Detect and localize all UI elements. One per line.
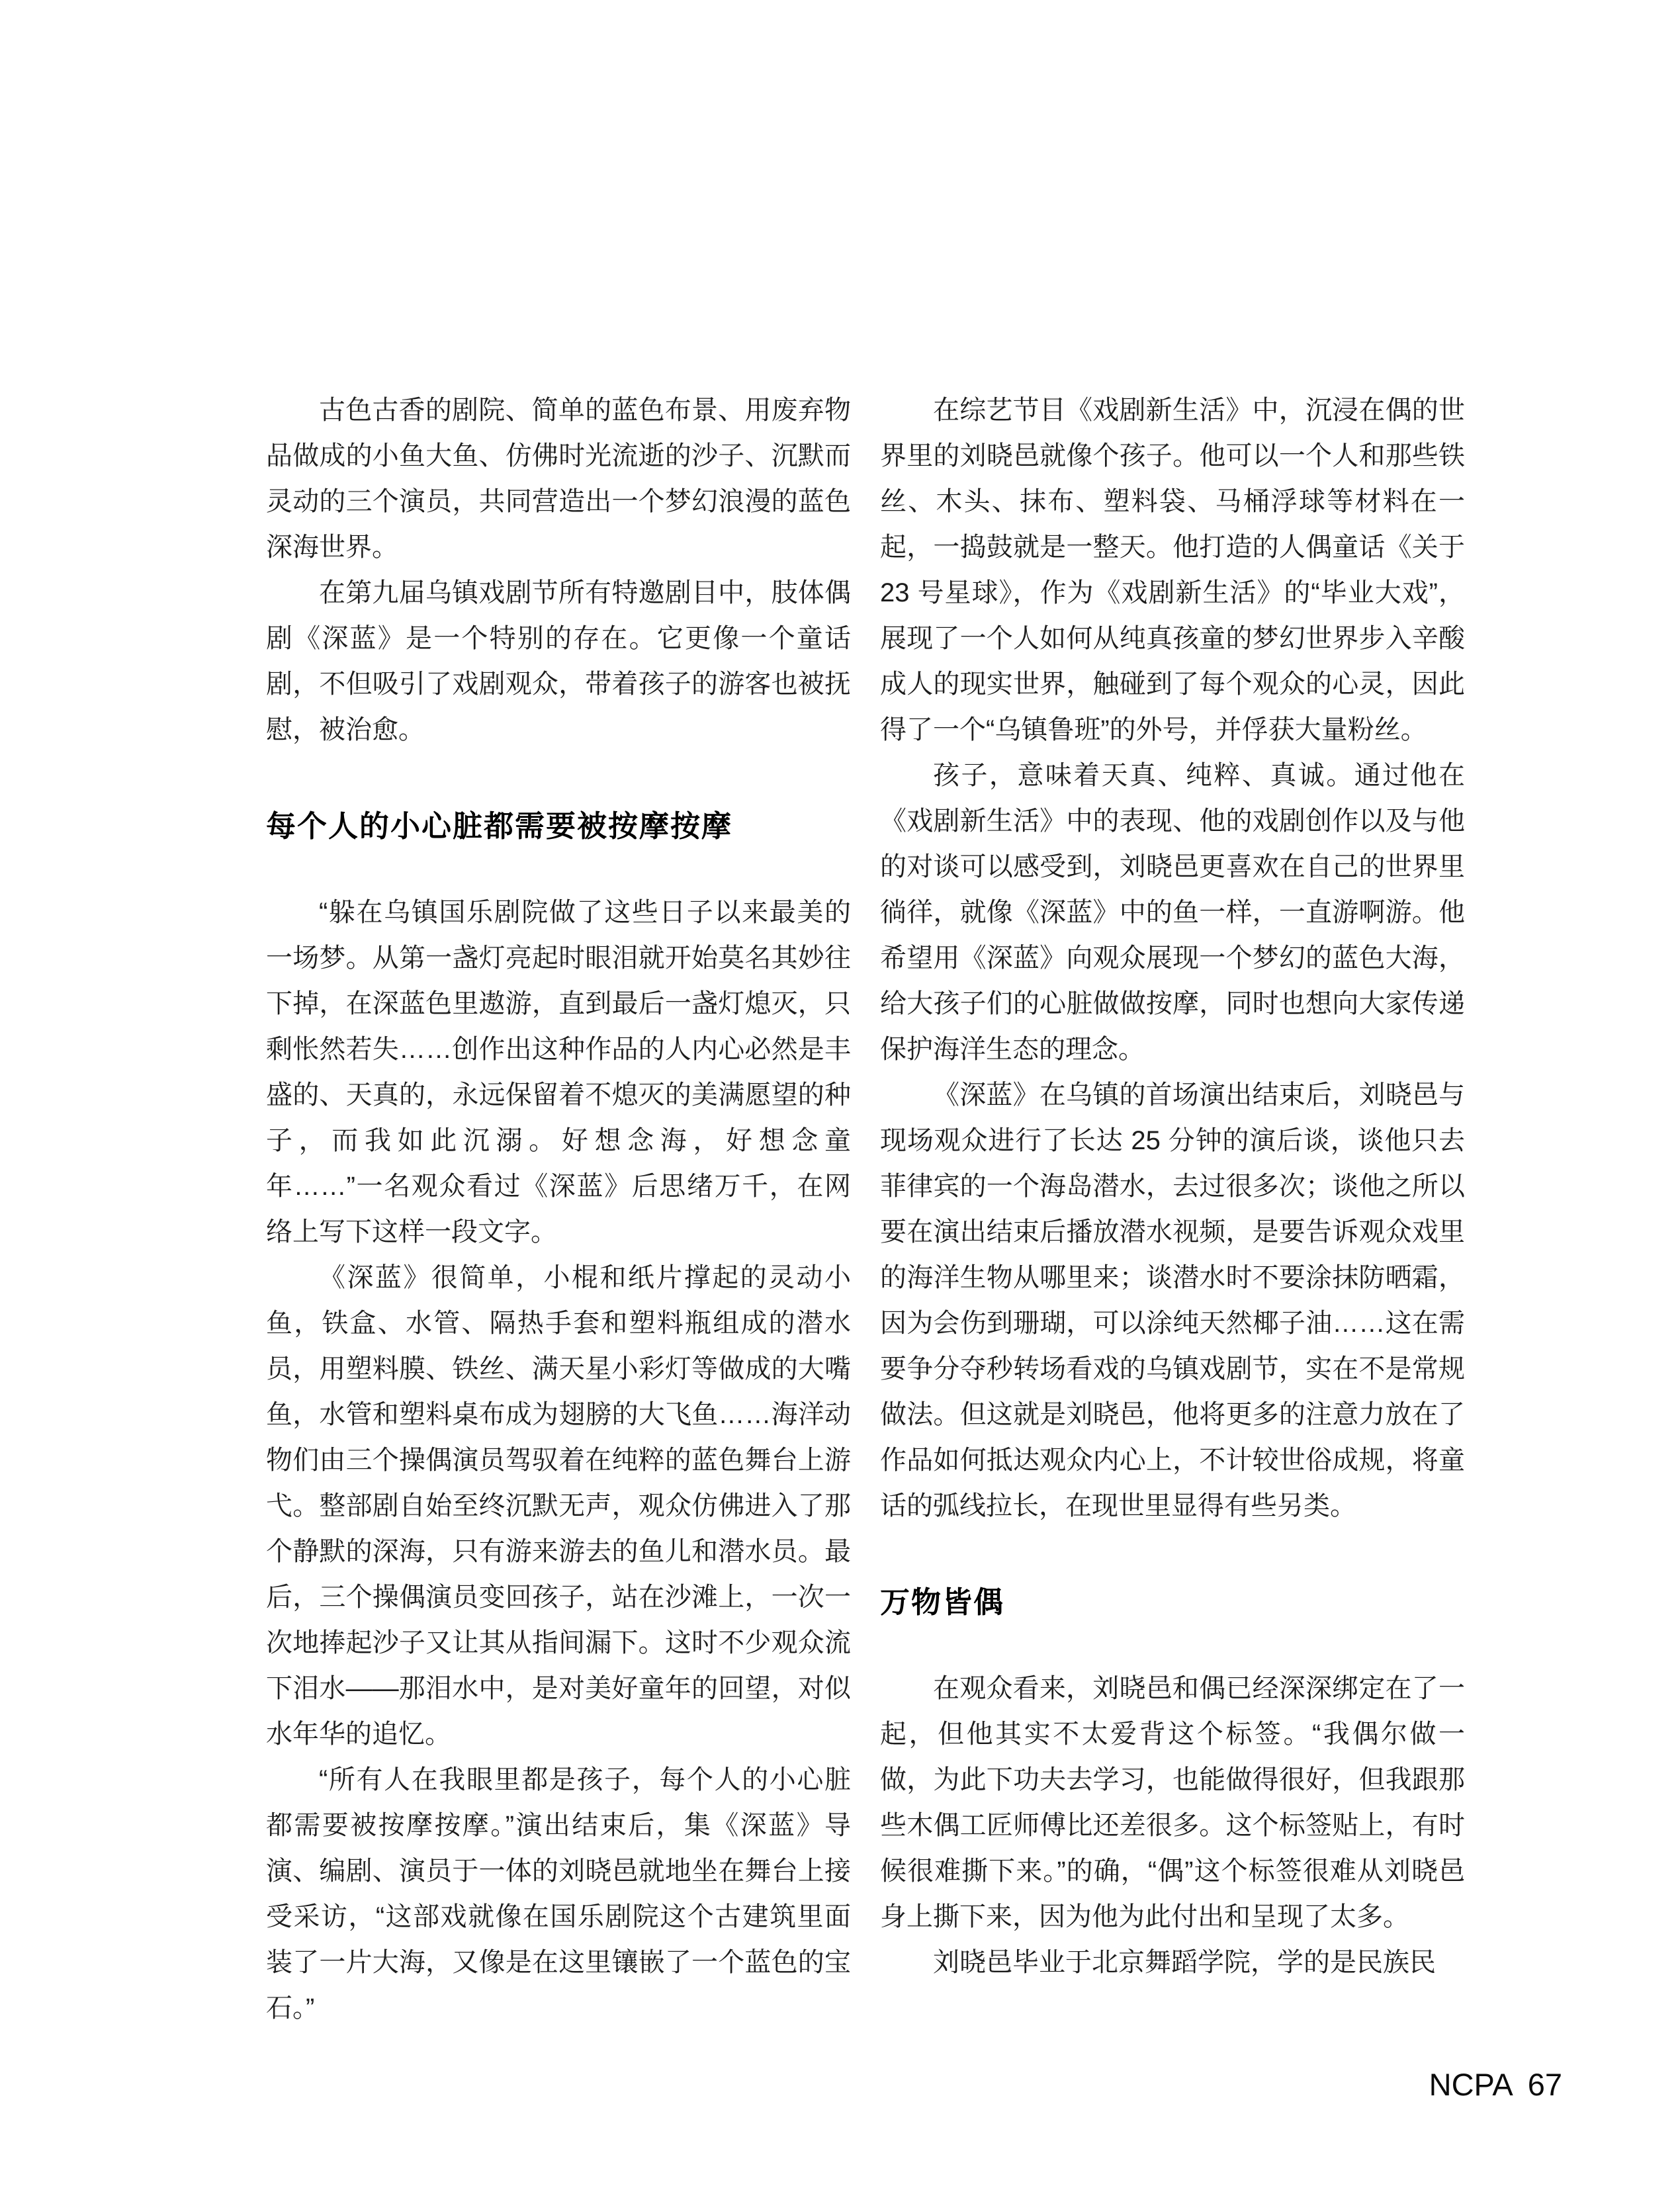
paragraph-puppet-materials: 《深蓝》很简单，小棍和纸片撑起的灵动小鱼，铁盒、水管、隔热手套和塑料瓶组成的潜水员，用塑料膜、铁丝、满天星小彩灯等做成的大嘴鱼，水管和塑料桌布成为翅膀的大飞鱼……海洋动物们由三个操偶演员驾驭着在纯粹的蓝色舞台上游弋。整部剧自始至终沉默无声，观众仿佛进入了那个静默的深海，只有游来游去的鱼儿和潜水员。最后，三个操偶演员变回孩子，站在沙滩上，一次一次地捧起沙子又让其从指间漏下。这时不少观众流下泪水——那泪水中，是对美好童年的回望，对似水年华的追忆。	[266, 1263, 851, 1749]
magazine-name: NCPA	[1429, 2067, 1513, 2102]
paragraph-interview-quote: “所有人在我眼里都是孩子，每个人的小心脏都需要被按摩按摩。”演出结束后，集《深蓝》导演、编剧、演员于一体的刘晓邑就地坐在舞台上接受采访，“这部戏就像在国乐剧院这个古建筑里面装了一片大海，又像是在这里镶嵌了一个蓝色的宝石。”	[266, 1765, 851, 2023]
right-column	[880, 388, 1465, 1986]
page-number: 67	[1527, 2067, 1562, 2102]
paragraph-childlike-nature: 孩子，意味着天真、纯粹、真诚。通过他在《戏剧新生活》中的表现、他的戏剧创作以及与他的对谈可以感受到，刘晓邑更喜欢在自己的世界里徜徉，就像《深蓝》中的鱼一样，一直游啊游。他希望用《深蓝》向观众展现一个梦幻的蓝色大海，给大孩子们的心脏做做按摩，同时也想向大家传递保护海洋生态的理念。	[880, 761, 1465, 1064]
page-footer	[1429, 2068, 1562, 2101]
paragraph-audience-quote: “躲在乌镇国乐剧院做了这些日子以来最美的一场梦。从第一盏灯亮起时眼泪就开始莫名其妙往下掉，在深蓝色里遨游，直到最后一盏灯熄灭，只剩怅然若失……创作出这种作品的人内心必然是丰盛的、天真的，永远保留着不熄灭的美满愿望的种子，而我如此沉溺。好想念海，好想念童年……”一名观众看过《深蓝》后思绪万千，在网络上写下这样一段文字。	[266, 898, 851, 1247]
paragraph-wuzhen-festival: 在第九届乌镇戏剧节所有特邀剧目中，肢体偶剧《深蓝》是一个特别的存在。它更像一个童话剧，不但吸引了戏剧观众，带着孩子的游客也被抚慰，被治愈。	[266, 578, 851, 744]
paragraph-variety-show: 在综艺节目《戏剧新生活》中，沉浸在偶的世界里的刘晓邑就像个孩子。他可以一个人和那些铁丝、木头、抹布、塑料袋、马桶浮球等材料在一起，一捣鼓就是一整天。他打造的人偶童话《关于23 号星球》，作为《戏剧新生活》的“毕业大戏”，展现了一个人如何从纯真孩童的梦幻世界步入辛酸成人的现实世界，触碰到了每个观众的心灵，因此得了一个“乌镇鲁班”的外号，并俘获大量粉丝。	[880, 396, 1465, 744]
paragraph-dance-academy: 刘晓邑毕业于北京舞蹈学院，学的是民族民	[933, 1948, 1436, 1977]
paragraph-post-show-talk: 《深蓝》在乌镇的首场演出结束后，刘晓邑与现场观众进行了长达 25 分钟的演后谈，谈他只去菲律宾的一个海岛潜水，去过很多次；谈他之所以要在演出结束后播放潜水视频，是要告诉观众戏里的海洋生物从哪里来；谈潜水时不要涂抹防晒霜，因为会伤到珊瑚，可以涂纯天然椰子油……这在需要争分夺秒转场看戏的乌镇戏剧节，实在不是常规做法。但这就是刘晓邑，他将更多的注意力放在了作品如何抵达观众内心上，不计较世俗成规，将童话的弧线拉长，在现世里显得有些另类。	[880, 1080, 1465, 1520]
section-heading-massage: 每个人的小心脏都需要被按摩按摩	[266, 809, 733, 843]
left-column	[266, 388, 851, 2031]
paragraph-theatre-scene: 古色古香的剧院、简单的蓝色布景、用废弃物品做成的小鱼大鱼、仿佛时光流逝的沙子、沉默而灵动的三个演员，共同营造出一个梦幻浪漫的蓝色深海世界。	[266, 396, 851, 562]
paragraph-puppet-label: 在观众看来，刘晓邑和偶已经深深绑定在了一起，但他其实不太爱背这个标签。“我偶尔做一做，为此下功夫去学习，也能做得很好，但我跟那些木偶工匠师傅比还差很多。这个标签贴上，有时候很难撕下来。”的确，“偶”这个标签很难从刘晓邑身上撕下来，因为他为此付出和呈现了太多。	[880, 1674, 1465, 1931]
section-heading-everything-puppet: 万物皆偶	[880, 1585, 1005, 1619]
